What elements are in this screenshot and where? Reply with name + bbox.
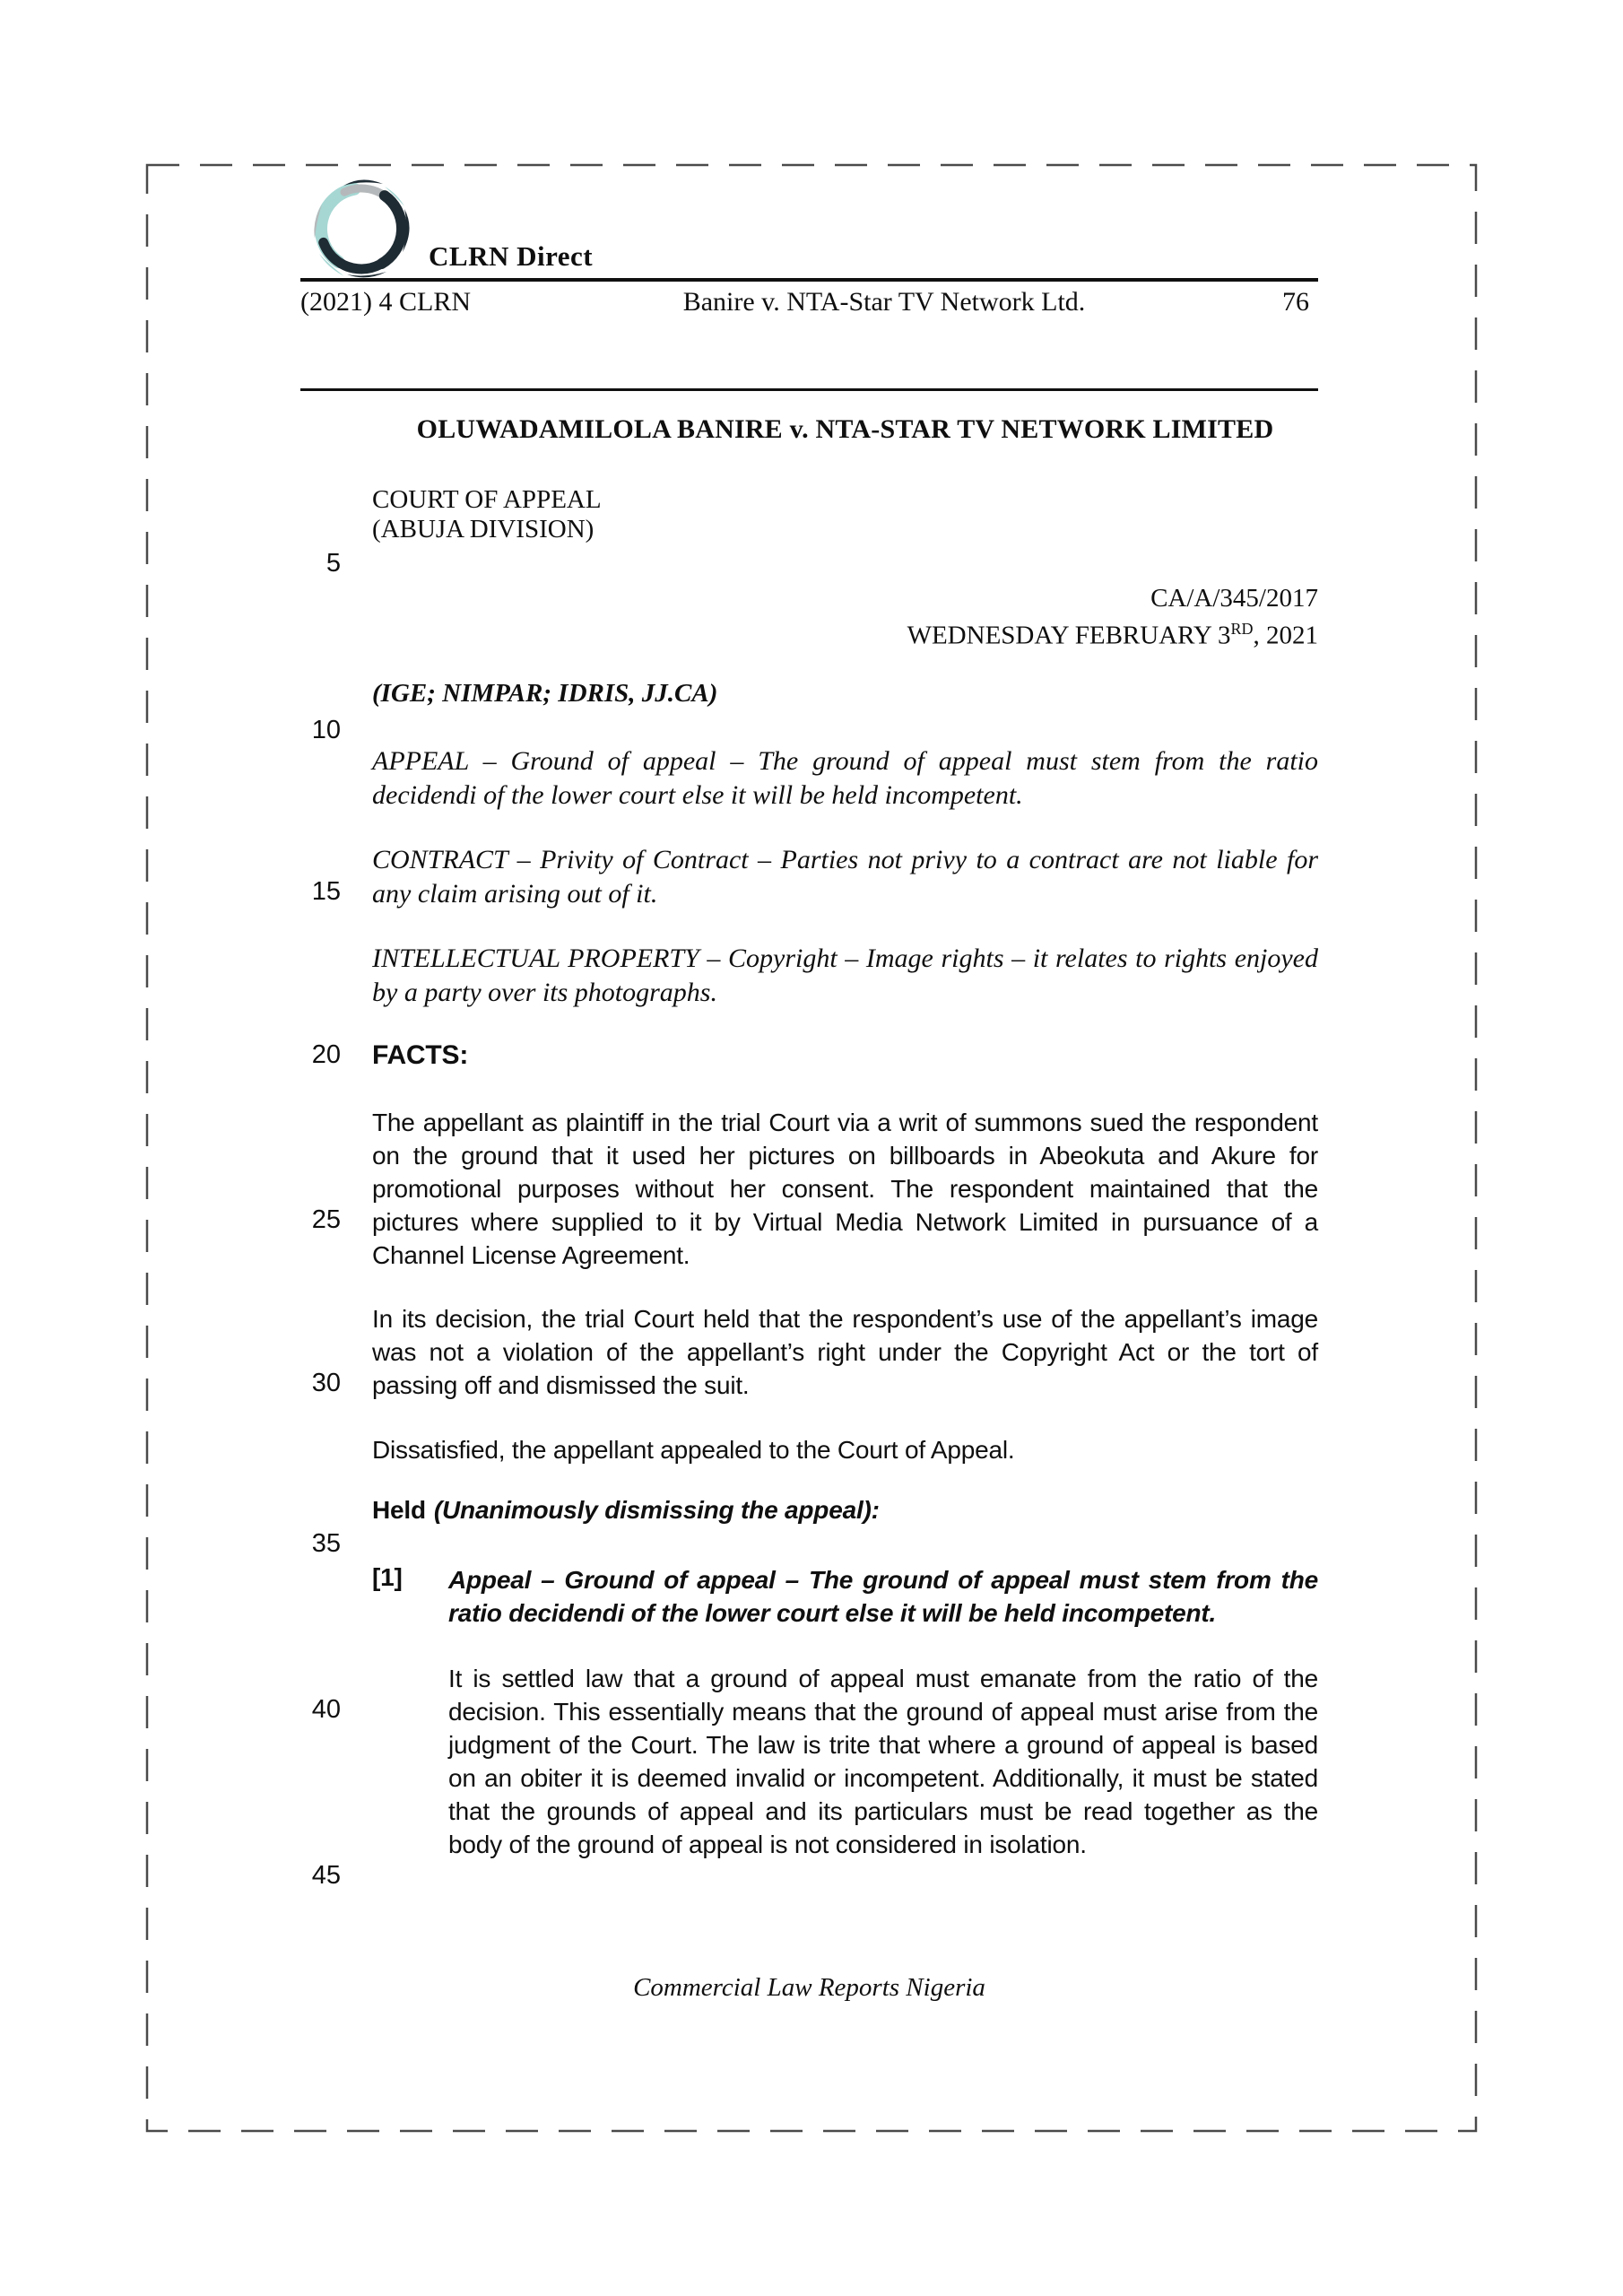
headnote-text: Appeal – Ground of appeal – The ground of appeal must stem from the ratio decidendi of the lower court else it will be held incompetent. [448,1566,1318,1627]
margin-line-number: 5 [325,549,341,578]
margin-line-number: 45 [311,1861,341,1890]
margin-line-number: 35 [311,1529,341,1558]
court-name: COURT OF APPEAL [372,485,602,514]
headnote-body: It is settled law that a ground of appeal must emanate from the ratio of the decision. This essentially means that the ground of appeal must arise from the judgment of the Court. The law is trite that where a ground of appeal is based on an obiter it is deemed invalid or incompetent. Additionally, it must be stated that the grounds of appeal and its particulars must be read together as the body of the ground of appeal is not considered in isolation. [448,1665,1318,1858]
held-description: (Unanimously dismissing the appeal): [433,1496,880,1524]
facts-paragraph: In its decision, the trial Court held that the respondent’s use of the appellant’s image was not a violation of the appellant’s right under the Copyright Act or the tort of passing off and dismissed the suit. [372,1305,1318,1399]
held-label: Held [372,1496,426,1524]
judgment-date: WEDNESDAY FEBRUARY 3RD, 2021 [907,620,1318,650]
running-header [300,287,1318,323]
clrn-logo-icon [308,174,415,283]
held-line [372,1496,1318,1525]
facts-paragraph: The appellant as plaintiff in the trial Court via a writ of summons sued the respondent on the ground that it used her pictures on billboards in Abeokuta and Akure for promotional purposes without her consent. The respondent maintained that the pictures where supplied to it by Virtual Media Network Limited in pursuance of a Channel License Agreement. [372,1109,1318,1269]
footer-imprint: Commercial Law Reports Nigeria [633,1973,985,2002]
coram-line: (IGE; NIMPAR; IDRIS, JJ.CA) [372,679,718,708]
court-division: (ABUJA DIVISION) [372,515,595,544]
catchword-intellectual-property: INTELLECTUAL PROPERTY – Copyright – Image rights – it relates to rights enjoyed by a party over its photographs. [372,944,1318,1007]
margin-line-number: 40 [311,1695,341,1724]
margin-line-number: 25 [311,1205,341,1234]
brand-name: CLRN Direct [429,240,594,272]
facts-paragraph: Dissatisfied, the appellant appealed to the Court of Appeal. [372,1436,1015,1464]
margin-line-number: 15 [311,877,341,906]
headnote-number: [1] [372,1563,403,1591]
report-citation: (2021) 4 CLRN [300,287,471,317]
page-number: 76 [1282,287,1309,317]
running-case-title: Banire v. NTA-Star TV Network Ltd. [682,287,1086,317]
court-block [372,485,1318,544]
header-rule-bottom [300,388,1318,391]
margin-line-number: 20 [311,1040,341,1069]
margin-line-number: 30 [311,1369,341,1397]
catchword-contract: CONTRACT – Privity of Contract – Parties not privy to a contract are not liable for any claim arising out of it. [372,845,1318,909]
case-info-block [907,583,1318,651]
case-title: OLUWADAMILOLA BANIRE v. NTA-STAR TV NETWORK LIMITED [416,414,1274,444]
date-ordinal: RD [1230,620,1254,638]
facts-heading: FACTS: [372,1040,469,1070]
suit-number: CA/A/345/2017 [1150,584,1318,613]
margin-line-number: 10 [311,716,341,744]
catchword-appeal: APPEAL – Ground of appeal – The ground of appeal must stem from the ratio decidendi of the lower court else it will be held incompetent. [372,746,1318,810]
headnote-1 [372,1563,1318,1630]
header-rule-top [300,278,1318,282]
